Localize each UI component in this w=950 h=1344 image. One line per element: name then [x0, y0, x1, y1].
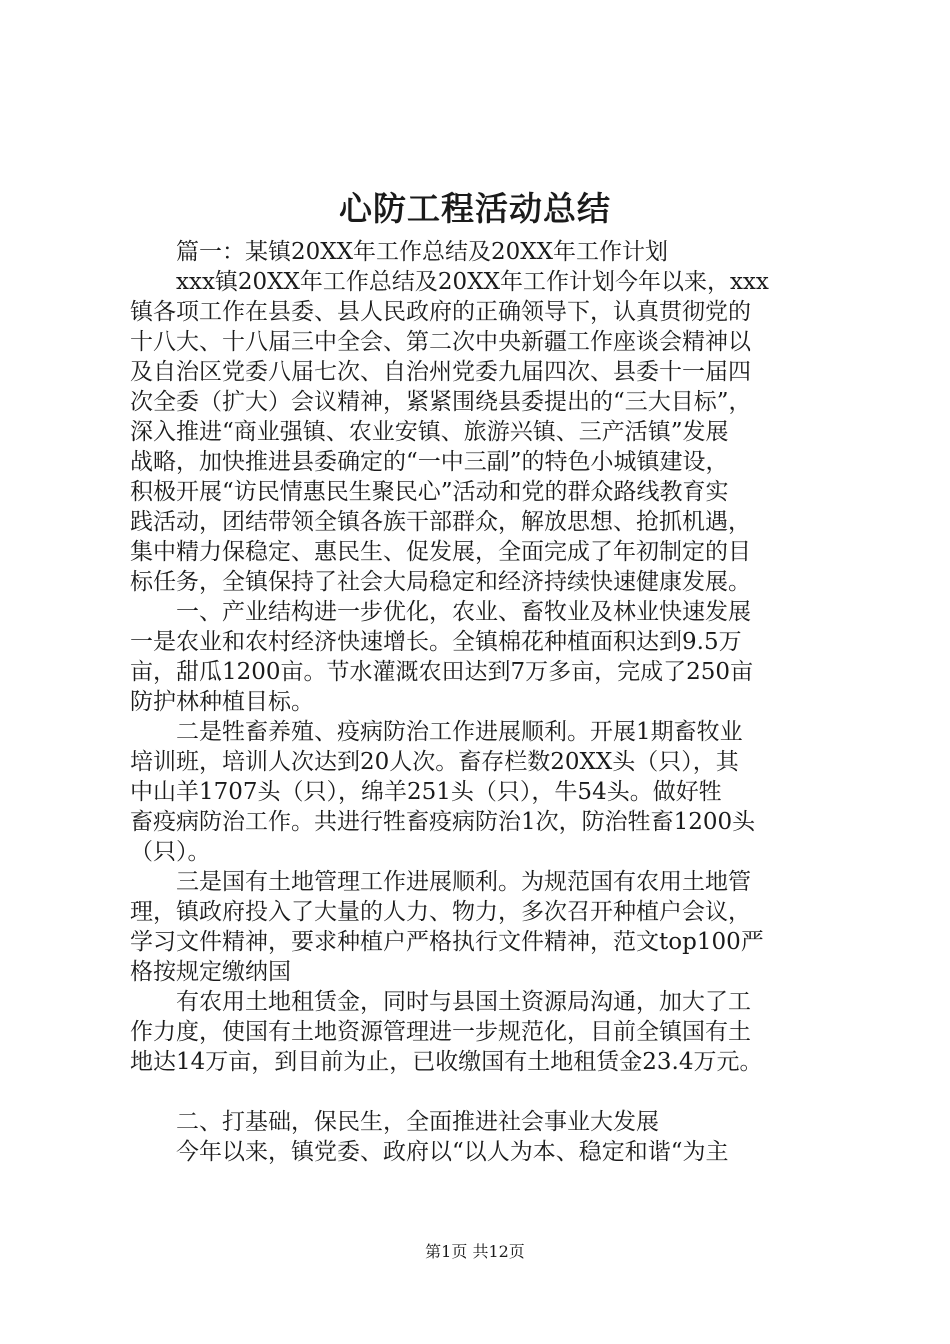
text-line: 篇一：某镇20XX年工作总结及20XX年工作计划 [176, 239, 669, 265]
text-line: （只）。 [130, 839, 211, 865]
text-line: 镇各项工作在县委、县人民政府的正确领导下，认真贯彻党的 [130, 299, 751, 325]
text-line: 积极开展“访民情惠民生聚民心”活动和党的群众路线教育实 [130, 479, 729, 505]
text-line: 畜疫病防治工作。共进行牲畜疫病防治1次，防治牲畜1200头 [130, 809, 756, 835]
text-line: 中山羊1707头（只），绵羊251头（只），牛54头。做好牲 [130, 779, 722, 805]
text-line: 次全委（扩大）会议精神，紧紧围绕县委提出的“三大目标”， [130, 389, 752, 415]
text-line: 二、打基础，保民生，全面推进社会事业大发展 [176, 1109, 659, 1135]
text-line: 防护林种植目标。 [130, 689, 314, 715]
text-line: 今年以来，镇党委、政府以“以人为本、稳定和谐“为主 [176, 1139, 729, 1165]
page-footer: 第1页 共12页 [425, 1242, 525, 1261]
text-line: 战略，加快推进县委确定的“一中三副”的特色小城镇建设， [130, 449, 729, 475]
text-line: 深入推进“商业强镇、农业安镇、旅游兴镇、三产活镇”发展 [130, 419, 729, 445]
text-line: 及自治区党委八届七次、自治州党委九届四次、县委十一届四 [130, 359, 751, 385]
text-line: 培训班，培训人次达到20人次。畜存栏数20XX头（只），其 [130, 749, 739, 775]
text-line: 二是牲畜养殖、疫病防治工作进展顺利。开展1期畜牧业 [176, 719, 743, 745]
text-line: 学习文件精神，要求种植户严格执行文件精神，范文top100严 [130, 929, 764, 955]
text-line: 作力度，使国有土地资源管理进一步规范化，目前全镇国有土 [130, 1019, 751, 1045]
text-line: 地达14万亩，到目前为止，已收缴国有土地租赁金23.4万元。 [130, 1049, 763, 1075]
text-line: 有农用土地租赁金，同时与县国土资源局沟通，加大了工 [176, 989, 751, 1015]
text-line: 一是农业和农村经济快速增长。全镇棉花种植面积达到9.5万 [130, 629, 742, 655]
text-line: xxx镇20XX年工作总结及20XX年工作计划今年以来，xxx [176, 269, 769, 295]
text-line: 格按规定缴纳国 [130, 959, 291, 985]
text-line: 集中精力保稳定、惠民生、促发展，全面完成了年初制定的目 [130, 539, 751, 565]
text-line: 践活动，团结带领全镇各族干部群众，解放思想、抢抓机遇， [130, 509, 751, 535]
text-line: 标任务，全镇保持了社会大局稳定和经济持续快速健康发展。 [130, 569, 751, 595]
text-line: 一、产业结构进一步优化，农业、畜牧业及林业快速发展 [176, 599, 751, 625]
text-line: 亩，甜瓜1200亩。节水灌溉农田达到7万多亩，完成了250亩 [130, 659, 754, 685]
document-title: 心防工程活动总结 [339, 189, 611, 228]
text-line: 理，镇政府投入了大量的人力、物力，多次召开种植户会议， [130, 899, 751, 925]
text-line: 十八大、十八届三中全会、第二次中央新疆工作座谈会精神以 [130, 329, 751, 355]
blank-line [130, 1077, 832, 1107]
text-line: 三是国有土地管理工作进展顺利。为规范国有农用土地管 [176, 869, 751, 895]
document-body [130, 237, 832, 1167]
